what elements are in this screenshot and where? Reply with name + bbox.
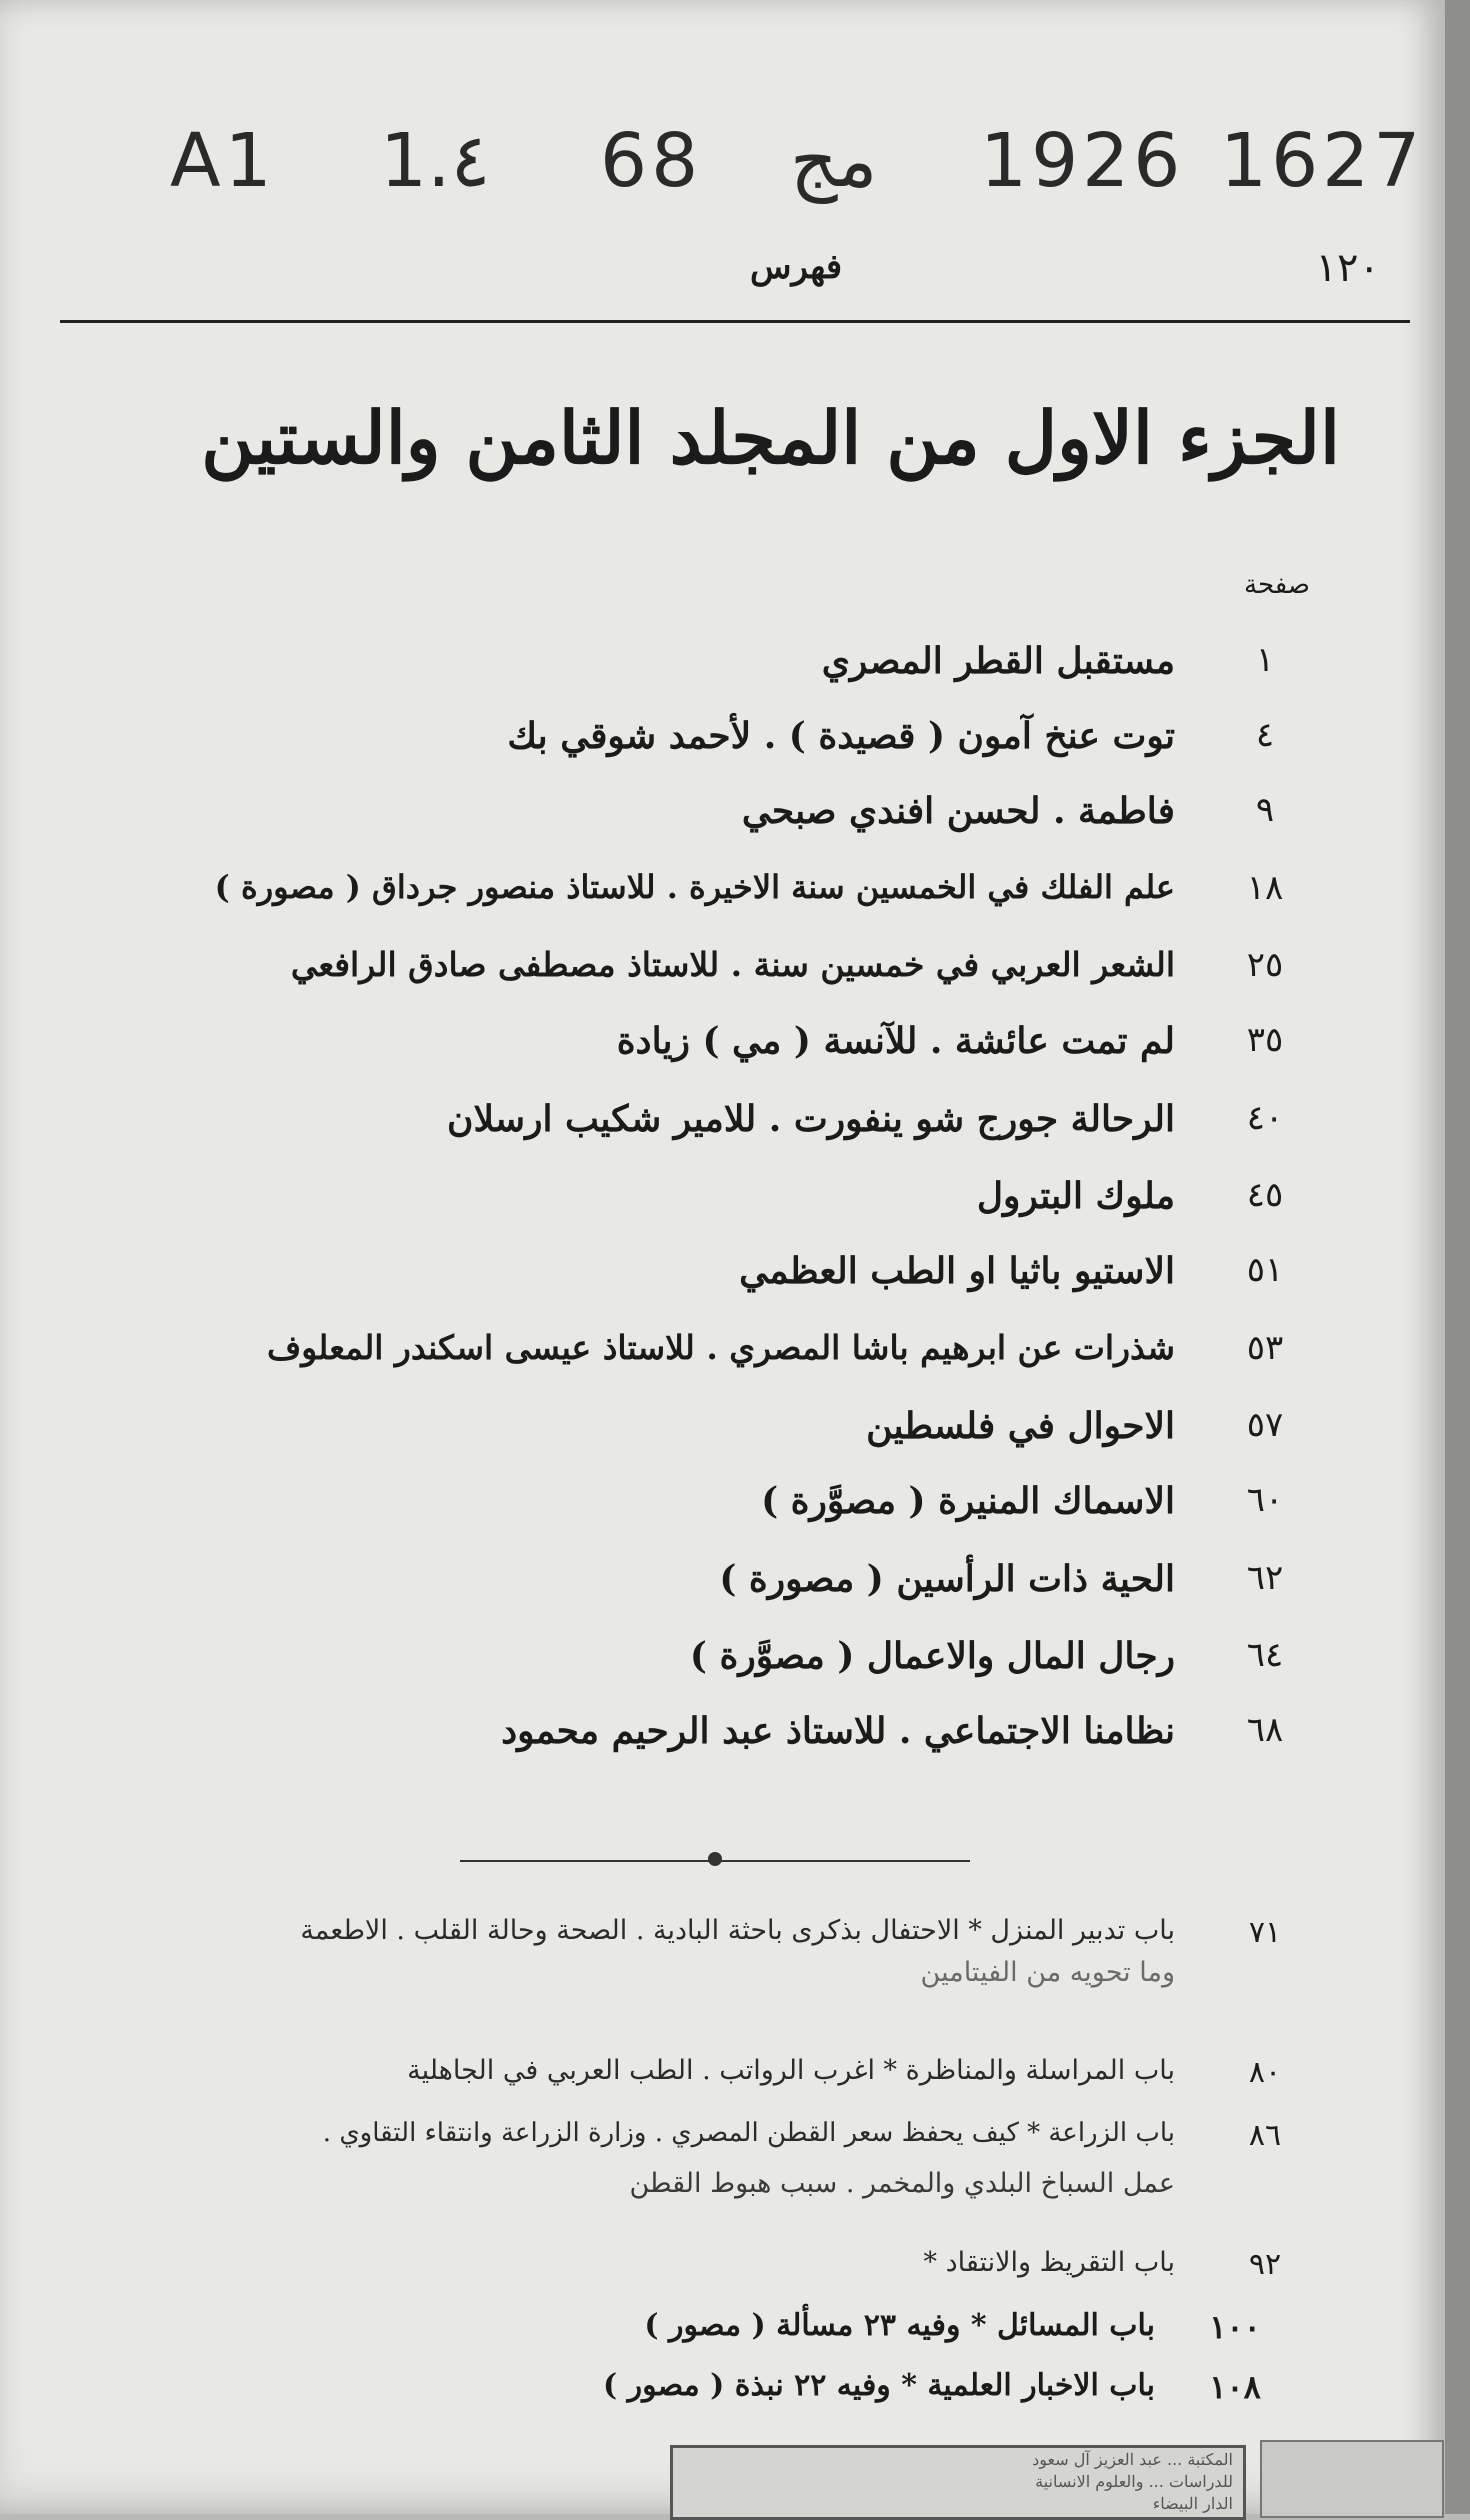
toc-page: ٤ — [1255, 715, 1275, 755]
toc-entry — [0, 1250, 1445, 1316]
toc-entry — [0, 1710, 1445, 1776]
section-page: ٩٢ — [1248, 2247, 1282, 2282]
accession-part-6: 1627 — [1220, 118, 1425, 204]
toc-page: ٩ — [1255, 790, 1275, 830]
main-title: الجزء الاول من المجلد الثامن والستين — [201, 395, 1340, 480]
section-title: باب الزراعة * كيف يحفظ سعر القطن المصري . وزارة الزراعة وانتقاء التقاوي . — [322, 2118, 1175, 2148]
header-rule — [60, 320, 1410, 323]
toc-page: ٥١ — [1246, 1250, 1284, 1290]
section-title: باب المراسلة والمناظرة * اغرب الرواتب . الطب العربي في الجاهلية — [407, 2055, 1175, 2086]
toc-page: ٥٧ — [1246, 1405, 1284, 1445]
toc-entry — [0, 1098, 1445, 1164]
toc-title: الحية ذات الرأسين ( مصورة ) — [719, 1558, 1175, 1600]
toc-page: ١ — [1255, 640, 1275, 680]
divider-ornament — [708, 1852, 722, 1866]
section-page: ٨٠ — [1248, 2055, 1282, 2090]
toc-title: شذرات عن ابرهيم باشا المصري . للاستاذ عيسى اسكندر المعلوف — [267, 1328, 1175, 1367]
toc-entry — [0, 1480, 1445, 1546]
section-continuation: عمل السباخ البلدي والمخمر . سبب هبوط القطن — [629, 2168, 1175, 2199]
toc-page: ٤٠ — [1246, 1098, 1284, 1138]
accession-part-5: 1926 — [980, 118, 1185, 204]
toc-entry — [0, 1635, 1445, 1701]
page-number: ١٢٠ — [1315, 245, 1380, 291]
toc-title: علم الفلك في الخمسين سنة الاخيرة . للاستاذ منصور جرداق ( مصورة ) — [214, 868, 1175, 906]
section-continuation: وما تحويه من الفيتامين — [920, 1957, 1175, 1988]
toc-page: ٦٤ — [1246, 1635, 1284, 1675]
section-page: ١٠٠ — [1209, 2308, 1261, 2346]
library-stamp — [670, 2445, 1246, 2520]
section-page: ١٠٨ — [1209, 2368, 1261, 2406]
toc-page: ٦٢ — [1246, 1558, 1284, 1598]
section-title: باب التقريظ والانتقاد * — [923, 2247, 1175, 2278]
toc-entry — [0, 1405, 1445, 1471]
accession-part-3: 68 — [600, 118, 703, 204]
toc-entry — [0, 640, 1445, 706]
toc-title: الرحالة جورج شو ينفورت . للامير شكيب ارسلان — [447, 1098, 1175, 1140]
stamp-line: الدار البيضاء — [1152, 2494, 1233, 2513]
toc-entry — [0, 868, 1445, 934]
toc-entry — [0, 1558, 1445, 1624]
page-edge — [1445, 0, 1470, 2514]
toc-entry — [0, 715, 1445, 781]
section-title: باب المسائل * وفيه ٢٣ مسألة ( مصور ) — [644, 2308, 1155, 2343]
toc-page: ٦٨ — [1246, 1710, 1284, 1750]
toc-page: ٣٥ — [1246, 1020, 1284, 1060]
toc-title: الاستيو باثيا او الطب العظمي — [739, 1250, 1175, 1292]
toc-title: الاحوال في فلسطين — [866, 1405, 1175, 1447]
toc-entry — [0, 945, 1445, 1011]
toc-page: ٦٠ — [1246, 1480, 1284, 1520]
toc-entry — [0, 790, 1445, 856]
toc-entry — [0, 1020, 1445, 1086]
page-header — [60, 245, 1420, 315]
accession-part-2: 1.٤ — [380, 118, 491, 204]
handwritten-accession-note — [150, 118, 1450, 228]
header-title: فهرس — [750, 247, 843, 287]
toc-title: نظامنا الاجتماعي . للاستاذ عبد الرحيم محمود — [501, 1710, 1175, 1752]
toc-page: ٥٣ — [1246, 1328, 1284, 1368]
toc-title: فاطمة . لحسن افندي صبحي — [741, 790, 1175, 832]
toc-entry — [0, 1328, 1445, 1394]
page-column-label: صفحة — [1244, 570, 1310, 600]
accession-part-4: مج — [790, 118, 878, 204]
section-title: باب تدبير المنزل * الاحتفال بذكرى باحثة البادية . الصحة وحالة القلب . الاطعمة — [300, 1915, 1175, 1946]
toc-page: ٢٥ — [1246, 945, 1284, 985]
toc-title: توت عنخ آمون ( قصيدة ) . لأحمد شوقي بك — [507, 715, 1175, 757]
toc-entry — [0, 1175, 1445, 1241]
toc-title: مستقبل القطر المصري — [821, 640, 1175, 682]
stamp-line: المكتبة ... عبد العزيز آل سعود — [1032, 2450, 1233, 2469]
accession-part-1: A1 — [170, 118, 276, 204]
toc-title: الشعر العربي في خمسين سنة . للاستاذ مصطفى صادق الرافعي — [290, 945, 1175, 984]
section-page: ٧١ — [1248, 1915, 1282, 1950]
secondary-stamp — [1260, 2440, 1444, 2518]
section-page: ٨٦ — [1248, 2118, 1282, 2153]
toc-title: ملوك البترول — [976, 1175, 1175, 1217]
stamp-line: للدراسات ... والعلوم الانسانية — [1035, 2472, 1233, 2491]
toc-title: لم تمت عائشة . للآنسة ( مي ) زيادة — [616, 1020, 1175, 1062]
toc-page: ١٨ — [1246, 868, 1284, 908]
toc-title: رجال المال والاعمال ( مصوَّرة ) — [689, 1635, 1175, 1677]
section-title: باب الاخبار العلمية * وفيه ٢٢ نبذة ( مصور ) — [603, 2368, 1155, 2403]
toc-title: الاسماك المنيرة ( مصوَّرة ) — [761, 1480, 1175, 1522]
toc-page: ٤٥ — [1246, 1175, 1284, 1215]
